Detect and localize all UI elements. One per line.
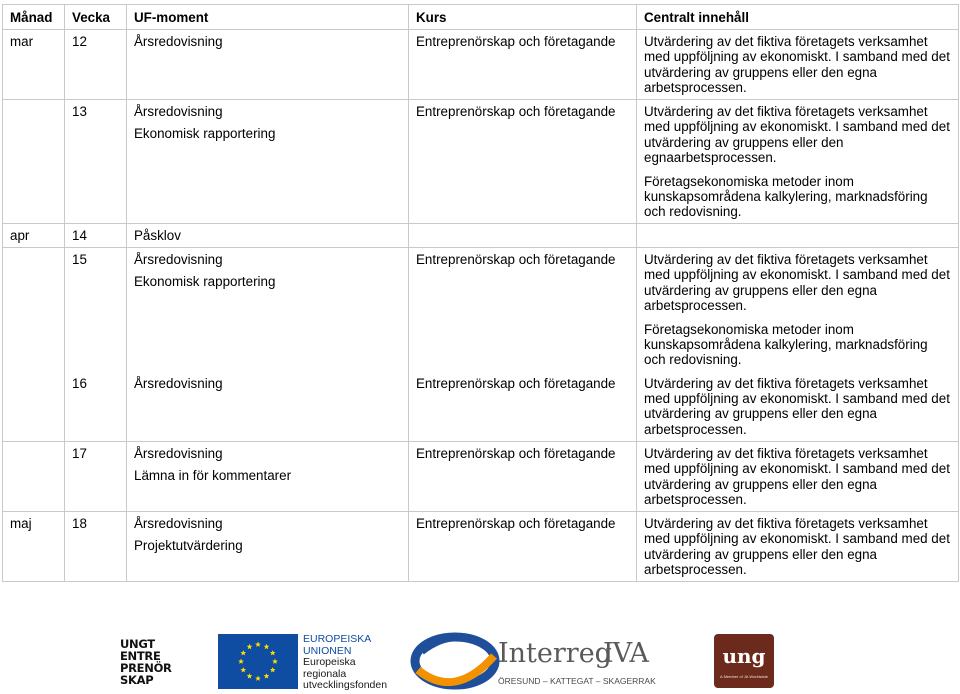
content-line: arbetsprocessen. [644, 80, 747, 96]
header-row [3, 5, 959, 30]
content-line: arbetsprocessen. [644, 421, 747, 437]
uf-item: Årsredovisning [134, 34, 223, 49]
partner-logos [0, 628, 960, 694]
content-cell [637, 512, 959, 582]
table-row [3, 224, 959, 248]
content-cell [637, 100, 959, 224]
uf-item: Årsredovisning [134, 104, 223, 119]
course-cell: Entreprenörskap och företagande [409, 100, 637, 224]
content-line: med uppföljning av ekonomiskt. I samband med det [644, 267, 950, 283]
content-line: utvärdering av gruppens eller den [644, 134, 844, 150]
week-cell: 13 [65, 100, 127, 224]
logo-text: EUROPEISKA [303, 633, 372, 645]
uf-cell [127, 442, 409, 512]
month-cell [3, 442, 65, 512]
header-month: Månad [3, 5, 65, 30]
uf-cell [127, 372, 409, 442]
table-row [3, 100, 959, 224]
interreg-swoosh-icon [410, 630, 500, 692]
ung-logo [714, 634, 774, 688]
content-cell [637, 372, 959, 442]
logo-text: ENTRE [120, 649, 161, 663]
week-cell: 14 [65, 224, 127, 248]
content-cell [637, 30, 959, 100]
uf-cell [127, 100, 409, 224]
content-line: arbetsprocessen. [644, 492, 747, 508]
month-cell [3, 372, 65, 442]
interreg-numeral: IVA [603, 638, 648, 669]
content-line: arbetsprocessen. [644, 562, 747, 578]
content-line: med uppföljning av ekonomiskt. I samband med det [644, 119, 950, 135]
uf-item: Årsredovisning [134, 446, 223, 461]
week-cell: 18 [65, 512, 127, 582]
month-cell [3, 100, 65, 224]
logo-text: SKAP [120, 673, 154, 687]
content-cell [637, 224, 959, 248]
uf-item: Påsklov [134, 228, 181, 243]
uf-item: Årsredovisning [134, 516, 223, 531]
content-line: med uppföljning av ekonomiskt. I samband med det [644, 461, 950, 477]
uf-cell [127, 512, 409, 582]
logo-text: UNGT [120, 637, 155, 651]
course-cell: Entreprenörskap och företagande [409, 512, 637, 582]
logo-text: utvecklingsfonden [303, 679, 388, 691]
uf-item: Ekonomisk rapportering [134, 274, 276, 290]
interreg-name: Interreg [498, 638, 612, 669]
content-line: utvärdering av gruppens eller den egna [644, 282, 878, 298]
content-line: Företagsekonomiska metoder inom [644, 321, 854, 337]
interreg-tagline: ÖRESUND – KATTEGAT – SKAGERRAK [498, 676, 656, 686]
ung-tagline: A Member of JA Worldwide [720, 674, 768, 679]
ungt-entreprenorskap-logo [120, 638, 172, 686]
uf-item: Lämna in för kommentarer [134, 468, 292, 484]
uf-cell [127, 248, 409, 372]
content-line: arbetsprocessen. [644, 298, 747, 314]
content-line: Utvärdering av det fiktiva företagets verksamhet [644, 446, 928, 461]
uf-item: Ekonomisk rapportering [134, 126, 276, 142]
week-cell: 15 [65, 248, 127, 372]
table-row [3, 248, 959, 372]
table-row [3, 30, 959, 100]
table-row [3, 512, 959, 582]
uf-item: Projektutvärdering [134, 538, 243, 554]
content-line: med uppföljning av ekonomiskt. I samband med det [644, 49, 950, 65]
content-line: Utvärdering av det fiktiva företagets verksamhet [644, 252, 928, 267]
content-line: och redovisning. [644, 204, 742, 220]
content-line: kunskapsområdena kalkylering, marknadsföring [644, 189, 928, 205]
week-cell: 16 [65, 372, 127, 442]
table-row [3, 372, 959, 442]
month-cell: mar [3, 30, 65, 100]
content-line: och redovisning. [644, 352, 742, 368]
content-line: Utvärdering av det fiktiva företagets verksamhet [644, 516, 928, 531]
course-cell: Entreprenörskap och företagande [409, 442, 637, 512]
course-cell: Entreprenörskap och företagande [409, 30, 637, 100]
month-cell: maj [3, 512, 65, 582]
uf-item: Årsredovisning [134, 375, 223, 391]
course-cell: Entreprenörskap och företagande [409, 248, 637, 372]
week-cell: 12 [65, 30, 127, 100]
content-line: med uppföljning av ekonomiskt. I samband med det [644, 390, 950, 406]
week-cell: 17 [65, 442, 127, 512]
content-line: Utvärdering av det fiktiva företagets verksamhet [644, 375, 928, 391]
uf-cell [127, 30, 409, 100]
content-line: utvärdering av gruppens eller den egna [644, 64, 878, 80]
month-cell [3, 248, 65, 372]
course-cell [409, 224, 637, 248]
course-cell: Entreprenörskap och företagande [409, 372, 637, 442]
ung-name: ung [722, 644, 766, 668]
content-line: Utvärdering av det fiktiva företagets verksamhet [644, 34, 928, 49]
uf-cell [127, 224, 409, 248]
content-line: med uppföljning av ekonomiskt. I samband med det [644, 531, 950, 547]
header-central-content: Centralt innehåll [637, 5, 959, 30]
eu-text [303, 634, 387, 692]
header-uf-moment: UF-moment [127, 5, 409, 30]
logo-text: PRENÖR [120, 661, 172, 675]
eu-flag-icon [218, 634, 298, 694]
content-line: utvärdering av gruppens eller den egna [644, 406, 878, 422]
content-line: Företagsekonomiska metoder inom [644, 173, 854, 189]
month-cell: apr [3, 224, 65, 248]
interreg-logo [410, 630, 655, 692]
header-week: Vecka [65, 5, 127, 30]
uf-item: Årsredovisning [134, 252, 223, 267]
content-line: kunskapsområdena kalkylering, marknadsföring [644, 337, 928, 353]
logo-text: regionala [303, 667, 347, 680]
content-line: egnaarbetsprocessen. [644, 150, 777, 166]
content-line: Utvärdering av det fiktiva företagets verksamhet [644, 104, 928, 119]
content-line: utvärdering av gruppens eller den egna [644, 476, 878, 492]
content-cell [637, 442, 959, 512]
table-row [3, 442, 959, 512]
header-course: Kurs [409, 5, 637, 30]
logo-text: UNIONEN [303, 644, 352, 657]
content-cell [637, 248, 959, 372]
curriculum-table [2, 4, 959, 582]
logo-text: Europeiska [303, 656, 356, 668]
content-line: utvärdering av gruppens eller den egna [644, 546, 878, 562]
